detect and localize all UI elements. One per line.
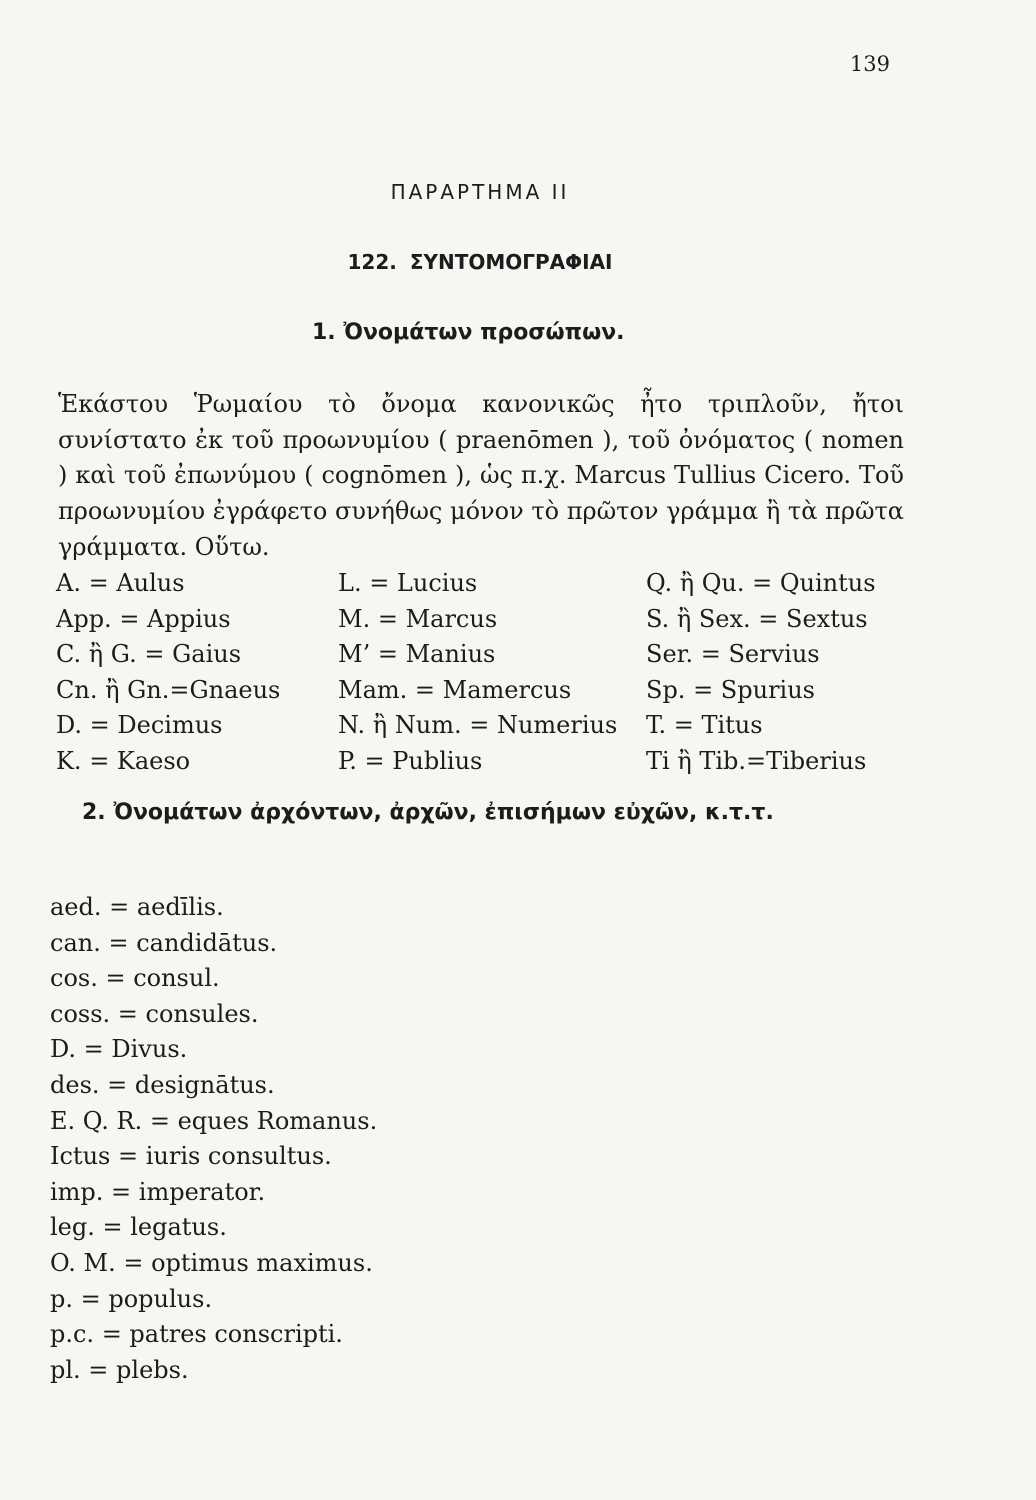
praenomen-entry: T. = Titus <box>646 711 763 740</box>
subsection-heading-personal-names: 1. Ὀνομάτων προσώπων. <box>312 320 625 345</box>
praenomen-entry: M. = Marcus <box>338 604 498 633</box>
praenomen-entry: Sp. = Spurius <box>646 675 815 704</box>
abbreviation-entry: Ictus = iuris consultus. <box>50 1142 332 1171</box>
praenomen-entry: K. = Kaeso <box>56 746 191 775</box>
praenomen-entry: Cn. ἢ Gn.=Gnaeus <box>56 675 281 704</box>
praenomen-entry: C. ἢ G. = Gaius <box>56 640 242 669</box>
abbreviation-entry: leg. = legatus. <box>50 1213 227 1242</box>
subsection-heading-official-titles: 2. Ὀνομάτων ἀρχόντων, ἀρχῶν, ἐπισήμων εὐχῶν, κ.τ.τ. <box>82 800 774 825</box>
section-title-text: ΣΥΝΤΟΜΟΓΡΑΦΙΑΙ <box>409 250 613 274</box>
praenomen-entry: M’ = Manius <box>338 640 496 669</box>
praenomen-column <box>338 566 617 780</box>
abbreviation-entry: E. Q. R. = eques Romanus. <box>50 1106 378 1135</box>
praenomen-entry: Ser. = Servius <box>646 640 820 669</box>
page-number: 139 <box>849 52 890 76</box>
praenomen-column <box>56 566 280 780</box>
praenomen-table <box>56 566 906 782</box>
praenomen-entry: Q. ἢ Qu. = Quintus <box>646 569 876 597</box>
praenomen-entry: S. ἢ Sex. = Sextus <box>646 604 868 633</box>
abbreviation-entry: aed. = aedīlis. <box>50 893 224 921</box>
abbreviation-entry: O. M. = optimus maximus. <box>50 1248 373 1277</box>
abbreviation-entry: imp. = imperator. <box>50 1177 266 1206</box>
praenomen-column <box>646 566 876 780</box>
praenomen-entry: N. ἢ Num. = Numerius <box>338 711 618 740</box>
abbreviation-entry: p.c. = patres conscripti. <box>50 1320 343 1349</box>
praenomen-entry: App. = Appius <box>56 604 231 633</box>
praenomen-entry: L. = Lucius <box>338 569 478 597</box>
section-number: 122. <box>347 250 397 274</box>
abbreviation-entry: des. = designātus. <box>50 1070 275 1099</box>
abbreviation-entry: coss. = consules. <box>50 999 259 1028</box>
abbreviation-entry: can. = candidātus. <box>50 928 278 957</box>
appendix-title: ΠΑΡΑΡΤΗΜΑ ΙΙ <box>390 180 570 204</box>
abbreviation-entry: cos. = consul. <box>50 964 220 993</box>
praenomen-entry: Ti ἢ Tib.=Tiberius <box>646 746 867 775</box>
praenomen-entry: P. = Publius <box>338 746 483 775</box>
abbreviation-entry: p. = populus. <box>50 1284 213 1313</box>
intro-paragraph: Ἑκάστου Ῥωμαίου τὸ ὄνομα κανονικῶς ἦτο τριπλοῦν, ἤτοι συνίστατο ἐκ τοῦ προωνυμίου ( praenōmen ), τοῦ ὀνόματος ( nomen ) καὶ τοῦ ἐπωνύμου ( cognōmen ), ὡς π.χ. Marcus Tullius Cicero. Τοῦ προωνυμίου ἐγράφετο συνήθως μόνον τὸ πρῶτον γράμμα ἢ τὰ πρῶτα γράμματα. Οὕτω. <box>58 390 904 561</box>
praenomen-entry: Mam. = Mamercus <box>338 675 572 704</box>
praenomen-entry: D. = Decimus <box>56 711 223 740</box>
section-title <box>0 250 960 274</box>
abbreviation-list <box>50 890 377 1388</box>
abbreviation-entry: pl. = plebs. <box>50 1355 189 1384</box>
praenomen-entry: A. = Aulus <box>56 569 185 597</box>
abbreviation-entry: D. = Divus. <box>50 1035 188 1064</box>
